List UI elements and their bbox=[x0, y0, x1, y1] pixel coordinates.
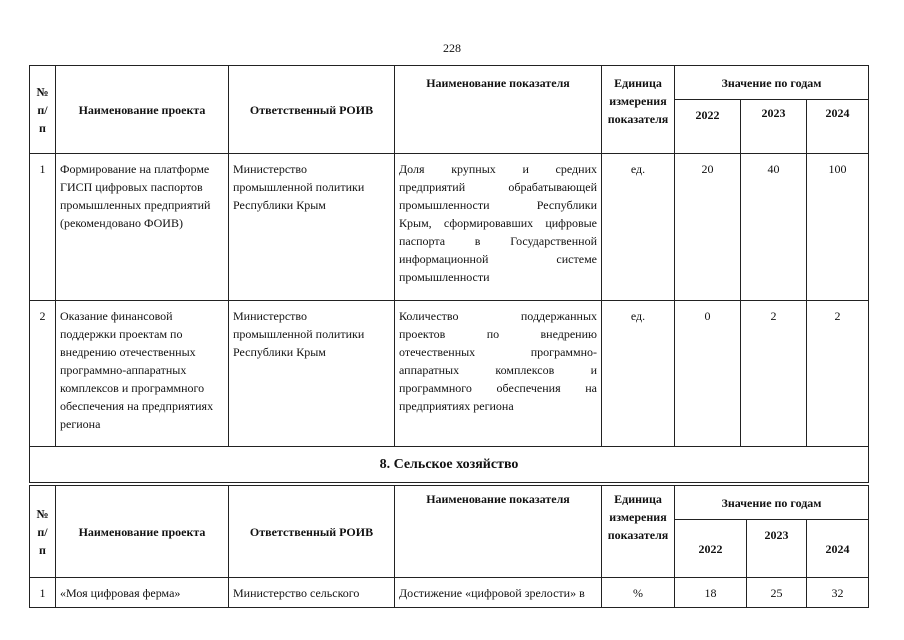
header-year-2022: 2022 bbox=[675, 520, 747, 578]
header-num: № п/п bbox=[30, 66, 56, 154]
row-value-2024: 32 bbox=[807, 578, 869, 608]
row-project: Оказание финансовой поддержки проектам по внедрению отечественных программно-аппаратных комплексов и программного обеспечения на предприятиях региона bbox=[56, 301, 229, 447]
row-unit: % bbox=[602, 578, 675, 608]
row-value-2022: 0 bbox=[675, 301, 741, 447]
header-roiv: Ответственный РОИВ bbox=[229, 66, 395, 154]
header-year-2024: 2024 bbox=[807, 520, 869, 578]
row-indicator: Количество поддержанных проектов по внедрению отечественных программно- аппаратных комплексов и программного обеспечения на предприятиях региона bbox=[395, 301, 602, 447]
header-values-by-year: Значение по годам bbox=[675, 486, 869, 520]
header-year-2024: 2024 bbox=[807, 100, 869, 154]
section-title: 8. Сельское хозяйство bbox=[30, 447, 869, 483]
row-indicator: Достижение «цифровой зрелости» в bbox=[395, 578, 602, 608]
table-row bbox=[30, 301, 869, 447]
page-number: 228 bbox=[443, 41, 461, 55]
table-row bbox=[30, 154, 869, 301]
row-num: 2 bbox=[30, 301, 56, 447]
projects-table-1 bbox=[29, 65, 869, 483]
header-indicator: Наименование показателя bbox=[395, 486, 602, 578]
row-num: 1 bbox=[30, 578, 56, 608]
row-roiv: Министерство промышленной политики Республики Крым bbox=[229, 301, 395, 447]
row-indicator: Доля крупных и средних предприятий обрабатывающей промышленности Республики Крым, сформировавших цифровые паспорта в Государственной информационной системе промышленности bbox=[395, 154, 602, 301]
header-indicator: Наименование показателя bbox=[395, 66, 602, 154]
row-value-2023: 2 bbox=[741, 301, 807, 447]
row-unit: ед. bbox=[602, 301, 675, 447]
header-values-by-year: Значение по годам bbox=[675, 66, 869, 100]
row-num: 1 bbox=[30, 154, 56, 301]
row-value-2023: 25 bbox=[747, 578, 807, 608]
row-project: Формирование на платформе ГИСП цифровых паспортов промышленных предприятий (рекомендовано ФОИВ) bbox=[56, 154, 229, 301]
row-roiv: Министерство сельского bbox=[229, 578, 395, 608]
row-value-2024: 100 bbox=[807, 154, 869, 301]
row-value-2022: 20 bbox=[675, 154, 741, 301]
row-value-2024: 2 bbox=[807, 301, 869, 447]
header-project: Наименование проекта bbox=[56, 66, 229, 154]
row-project: «Моя цифровая ферма» bbox=[56, 578, 229, 608]
row-value-2023: 40 bbox=[741, 154, 807, 301]
row-value-2022: 18 bbox=[675, 578, 747, 608]
row-unit: ед. bbox=[602, 154, 675, 301]
table-row bbox=[30, 578, 869, 608]
header-year-2023: 2023 bbox=[747, 520, 807, 578]
row-roiv: Министерство промышленной политики Республики Крым bbox=[229, 154, 395, 301]
projects-table-2 bbox=[29, 485, 869, 608]
header-unit: Единица измерения показателя bbox=[602, 66, 675, 154]
header-num: № п/п bbox=[30, 486, 56, 578]
header-year-2022: 2022 bbox=[675, 100, 741, 154]
header-unit: Единица измерения показателя bbox=[602, 486, 675, 578]
header-year-2023: 2023 bbox=[741, 100, 807, 154]
header-project: Наименование проекта bbox=[56, 486, 229, 578]
header-roiv: Ответственный РОИВ bbox=[229, 486, 395, 578]
